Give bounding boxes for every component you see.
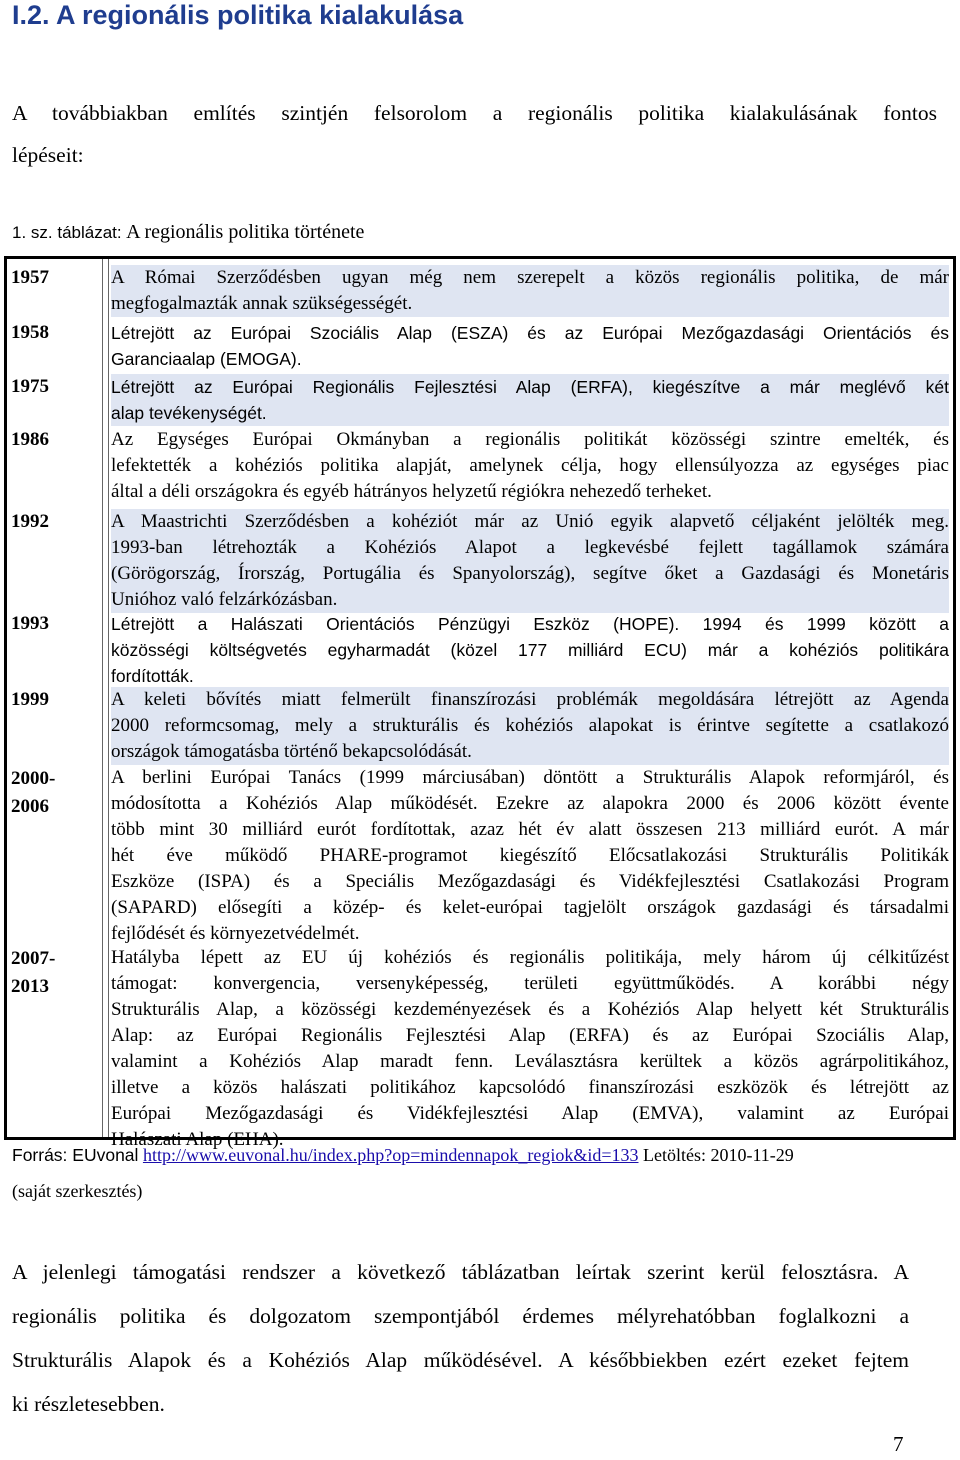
row-line: Az Egységes Európai Okmányban a regionális politikát közösségi szintre emelték, és (111, 429, 949, 450)
row-line: Unióhoz való felzárkózásban. (111, 587, 949, 613)
row-line: Létrejött az Európai Regionális Fejlesztési Alap (ERFA), kiegészítve a már meglévő két (111, 374, 949, 400)
caption-title: A regionális politika története (126, 221, 365, 243)
row-line: által a déli országokra és egyéb hátrányos helyzetű régiókra nehezedő terheket. (111, 481, 712, 502)
row-year: 1957 (11, 267, 49, 288)
intro-line-2: lépéseit: (12, 143, 84, 167)
paragraph-line: Strukturális Alapok és a Kohéziós Alap működésével. A későbbiekben ezért ezeket fejtem (12, 1348, 909, 1372)
source-label: Forrás: EUvonal (12, 1145, 139, 1165)
table-divider-inner (108, 259, 109, 1137)
source-note: (saját szerkesztés) (12, 1181, 143, 1201)
row-line: fordították. (111, 666, 194, 686)
paragraph-line: regionális politika és dolgozatom szempontjából érdemes mélyrehatóbban foglalkozni a (12, 1304, 909, 1328)
row-line: országok támogatásba történő bekapcsolódását. (111, 739, 949, 765)
row-line: illetve a közös halászati politikához kapcsolódó finanszírozási eszközök és létrejött az (111, 1077, 949, 1098)
row-description (111, 320, 949, 372)
row-year: 1993 (11, 613, 49, 634)
row-description (111, 265, 949, 317)
intro-line-1: A továbbiakban említés szintjén felsorolom a regionális politika kialakulásának fontos (12, 101, 937, 125)
row-year: 2007- 2013 (11, 948, 56, 997)
row-line: (Görögország, Írország, Portugália és Spanyolország), segítve őket a Gazdasági és Monetáris (111, 561, 949, 587)
closing-paragraph (12, 1250, 909, 1426)
row-description (111, 687, 949, 765)
row-description (111, 765, 949, 947)
source-line (12, 1142, 794, 1168)
history-table (4, 256, 956, 1150)
source-link[interactable]: http://www.euvonal.hu/index.php?op=mindennapok_regiok&id=133 (142, 1145, 639, 1165)
row-year: 1958 (11, 322, 49, 343)
row-line: 2000 reformcsomag, mely a strukturális és kohéziós alapokat is érintve segítette a csatlakozó (111, 713, 949, 739)
page-number: 7 (893, 1432, 904, 1456)
paragraph-line: A jelenlegi támogatási rendszer a következő táblázatban leírtak szerint kerül felosztásra. A (12, 1260, 909, 1284)
row-year: 1986 (11, 429, 49, 450)
row-description (111, 945, 949, 1153)
caption-number: 1. sz. táblázat: (12, 223, 122, 242)
row-line: Létrejött az Európai Szociális Alap (ESZA) és az Európai Mezőgazdasági Orientációs és (111, 323, 949, 343)
row-year: 1992 (11, 511, 49, 532)
row-line: fejlődését és környezetvédelmét. (111, 923, 360, 944)
row-line: A Maastrichti Szerződésben a kohéziót már az Unió egyik alapvető céljaként jelölték meg. (111, 509, 949, 535)
row-line: Strukturális Alap, a közösségi kezdeményezések és a Kohéziós Alap helyett két Strukturális (111, 999, 949, 1020)
row-year: 1975 (11, 376, 49, 397)
row-description (111, 374, 949, 426)
row-line: módosította a Kohéziós Alap működését. Ezekre az alapokra 2000 és 2006 között évente (111, 793, 949, 814)
row-line: (SAPARD) elősegíti a közép- és kelet-európai tagjelölt országok gazdasági és társadalmi (111, 897, 949, 918)
download-date: Letöltés: 2010-11-29 (643, 1145, 794, 1165)
row-description (111, 611, 949, 689)
table-divider (102, 259, 103, 1137)
row-line: Garanciaalap (EMOGA). (111, 349, 302, 369)
row-line: támogat: konvergencia, versenyképesség, területi együttműködés. A korábbi négy (111, 973, 949, 994)
row-year: 2000- 2006 (11, 768, 56, 817)
row-line: A Római Szerződésben ugyan még nem szerepelt a közös regionális politika, de már (111, 265, 949, 291)
row-line: közösségi költségvetés egyharmadát (közel 177 milliárd ECU) már a kohéziós politikára (111, 640, 949, 660)
row-line: Hatályba lépett az EU új kohéziós és regionális politikája, mely három új célkitűzést (111, 947, 949, 968)
row-line: Alap: az Európai Regionális Fejlesztési Alap (ERFA) és az Európai Szociális Alap, (111, 1025, 949, 1046)
row-line: valamint a Kohéziós Alap maradt fenn. Leválasztásra kerültek a közös agrárpolitikához, (111, 1051, 949, 1072)
row-description (111, 427, 949, 505)
paragraph-line: ki részletesebben. (12, 1392, 165, 1416)
row-line: megfogalmazták annak szükségességét. (111, 291, 949, 317)
row-line: több mint 30 milliárd eurót fordítottak, azaz hét év alatt összesen 213 milliárd eurót. A már (111, 819, 949, 840)
row-line: Eszköze (ISPA) és a Speciális Mezőgazdasági és Vidékfejlesztési Csatlakozási Program (111, 871, 949, 892)
row-line: Létrejött a Halászati Orientációs Pénzügyi Eszköz (HOPE). 1994 és 1999 között a (111, 614, 949, 634)
section-heading: I.2. A regionális politika kialakulása (12, 0, 464, 30)
row-line: alap tevékenységét. (111, 400, 949, 426)
row-line: Halászati Alap (EHA). (111, 1129, 284, 1150)
row-line: A keleti bővítés miatt felmerült finanszírozási problémák megoldására létrejött az Agenda (111, 687, 949, 713)
row-line: 1993-ban létrehozták a Kohéziós Alapot a legkevésbé fejlett tagállamok számára (111, 535, 949, 561)
row-line: lefektették a kohéziós politika alapját, amelynek célja, hogy ellensúlyozza az egységes piac (111, 455, 949, 476)
row-line: hét éve működő PHARE-programot kiegészítő Előcsatlakozási Strukturális Politikák (111, 845, 949, 866)
row-line: Európai Mezőgazdasági és Vidékfejlesztési Alap (EMVA), valamint az Európai (111, 1103, 949, 1124)
table-caption (12, 221, 364, 244)
row-year: 1999 (11, 689, 49, 710)
row-description (111, 509, 949, 613)
row-line: A berlini Európai Tanács (1999 márciusában) döntött a Strukturális Alapok reformjáról, és (111, 767, 949, 788)
